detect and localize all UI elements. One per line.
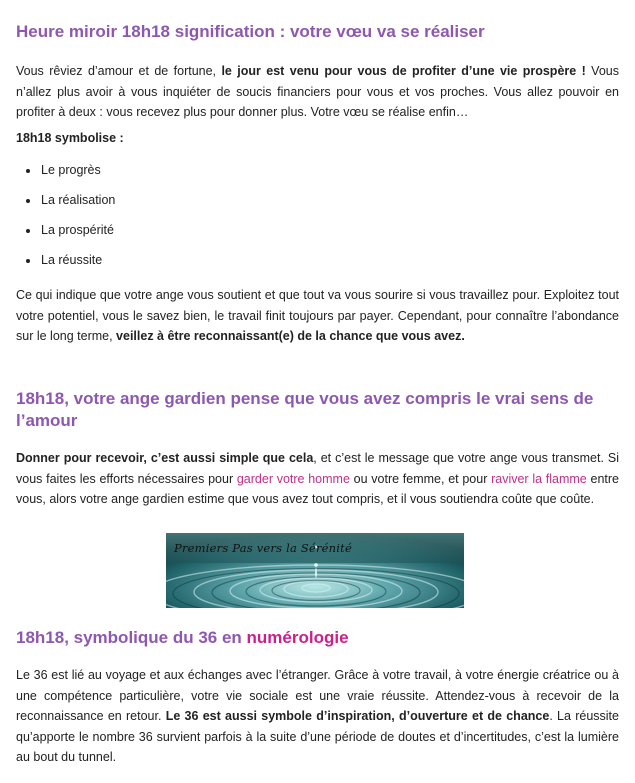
list-item: • Le progrès: [40, 160, 619, 190]
section3-paragraph: [16, 665, 619, 768]
banner-image[interactable]: [166, 533, 464, 608]
section2-text-1: , et c’est le message que votre ange vous transmet. Si vous faites les efforts nécessaires pour: [16, 451, 619, 486]
section2-bold: Donner pour recevoir, c’est aussi simple que cela: [16, 451, 314, 465]
section2-text-3: entre vous, alors votre ange gardien estime que vous avez tout compris, et il vous soutiendra coûte que coûte.: [16, 471, 619, 506]
symbol-heading-text: 18h18 symbolise :: [16, 131, 124, 145]
section1-title: Heure miroir 18h18 signification : votre vœu va se réaliser: [16, 22, 485, 41]
list-item: • La réussite: [40, 250, 619, 280]
symbol-heading: [16, 128, 619, 149]
list-item: • La prospérité: [40, 220, 619, 250]
intro-bold: le jour est venu pour vous de profiter d’une vie prospère !: [221, 64, 586, 78]
banner-title: Premiers Pas vers la Sérénité: [174, 541, 352, 555]
section2-title: 18h18, votre ange gardien pense que vous avez compris le vrai sens de l’amour: [16, 389, 594, 430]
section3-text-1: Le 36 est lié au voyage et aux échanges avec l’étranger. Grâce à votre travail, à votre énergie créatrice ou à une compétence particulière, votre vie sociale est une vraie réussite. Attendez-vous à recevoir de la reconnaissance en retour.: [16, 668, 619, 723]
outro-bold: veillez à être reconnaissant(e) de la chance que vous avez.: [116, 329, 465, 343]
intro-text-1: Vous rêviez d’amour et de fortune,: [16, 64, 222, 78]
section1-outro: [16, 285, 619, 347]
intro-text-2: Vous n’allez plus avoir à vous inquiéter de soucis financiers pour vous et vos proches. Vous allez pouvoir en profiter à deux : vous recevez plus pour donner plus. Votre vœu se réalise enfin…: [16, 64, 619, 119]
link-raviver-la-flamme[interactable]: raviver la flamme: [491, 471, 587, 486]
section3-title-text: 18h18, symbolique du 36 en: [16, 628, 247, 647]
section3-text-2: . La réussite qu’apporte le nombre 36 survient parfois à la suite d’une période de doutes et d’incertitudes, c’est la lumière au bout du tunnel.: [16, 709, 619, 764]
section1-intro: [16, 61, 619, 123]
section3-bold: Le 36 est aussi symbole d’inspiration, d’ouverture et de chance: [165, 709, 550, 723]
link-garder-votre-homme[interactable]: garder votre homme: [236, 471, 350, 486]
symbol-list: [16, 160, 619, 280]
link-numerologie[interactable]: numérologie: [246, 628, 349, 647]
section3-title: [16, 627, 619, 649]
section2-text-2: ou votre femme, et pour: [349, 471, 492, 486]
list-item: • La réalisation: [40, 190, 619, 220]
outro-text: Ce qui indique que votre ange vous soutient et que tout va vous sourire si vous travaillez pour. Exploitez tout votre potentiel, vous le savez bien, le travail finit toujours par payer. Cependant, pour connaître l’abondance sur le long terme,: [16, 288, 619, 343]
section2-paragraph: [16, 448, 619, 510]
